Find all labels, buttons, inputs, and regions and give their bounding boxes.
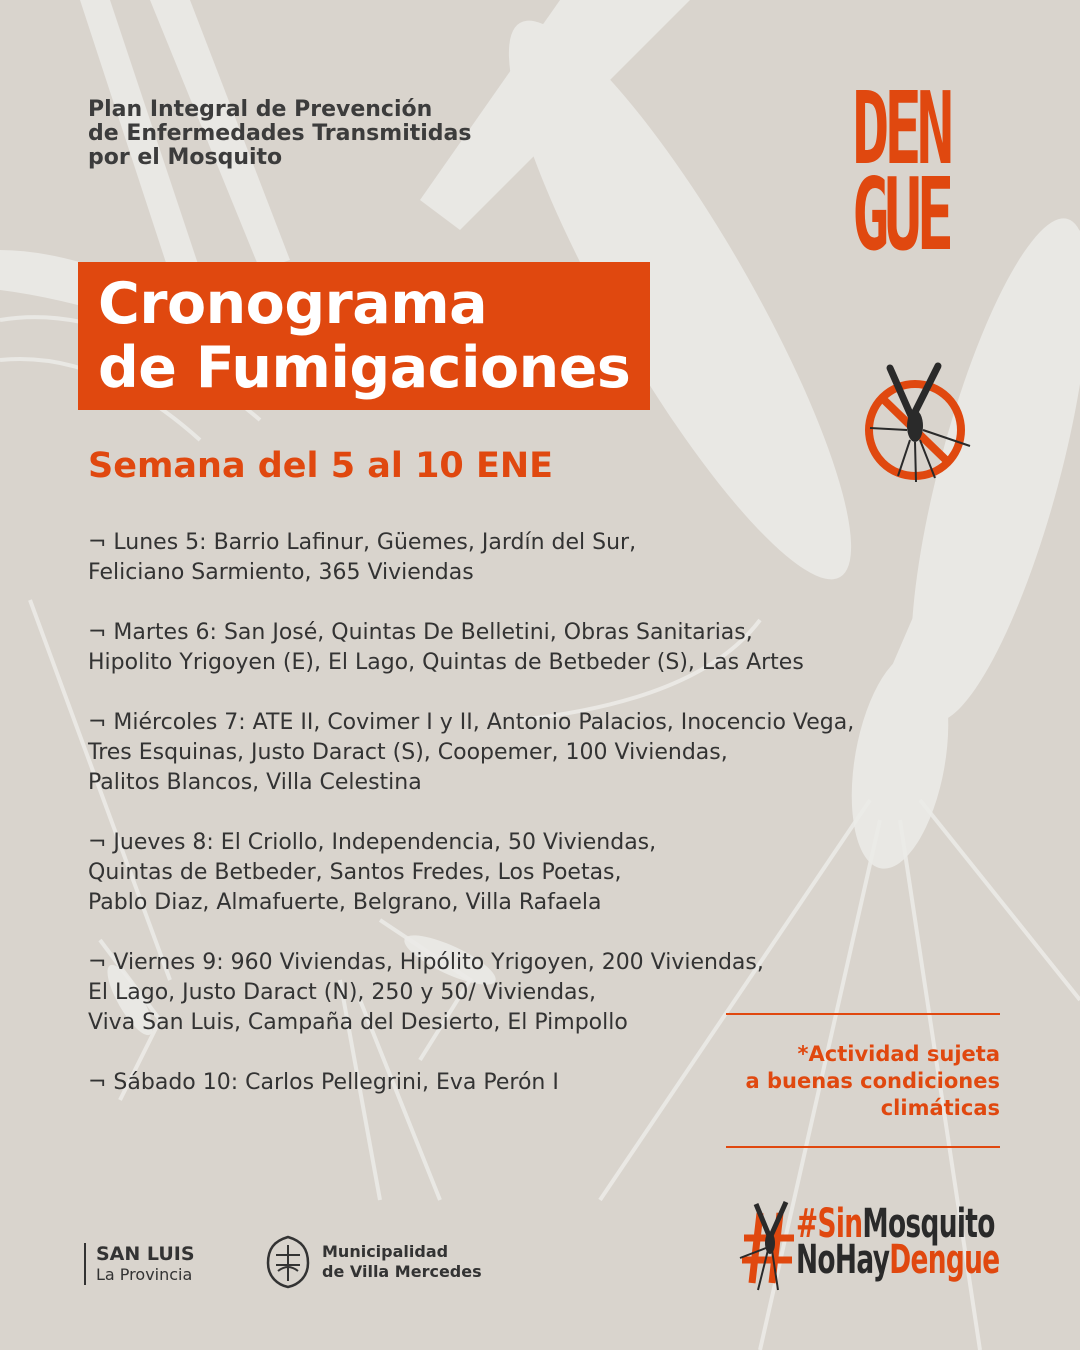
title-banner (78, 262, 650, 410)
schedule-day-wednesday (88, 708, 968, 798)
schedule-line: ¬ Viernes 9: 960 Viviendas, Hipólito Yrigoyen, 200 Viviendas, (88, 950, 764, 975)
schedule-line: Hipolito Yrigoyen (E), El Lago, Quintas de Betbeder (S), Las Artes (88, 650, 804, 675)
no-mosquito-icon (860, 358, 990, 488)
header-line: por el Mosquito (88, 145, 283, 170)
schedule-line: Palitos Blancos, Villa Celestina (88, 770, 422, 795)
note-line: climáticas (880, 1096, 1000, 1120)
schedule-line: ¬ Miércoles 7: ATE II, Covimer I y II, Antonio Palacios, Inocencio Vega, (88, 710, 855, 735)
hashtag-part: Mosquito (862, 1201, 995, 1247)
province-subtitle: La Provincia (96, 1265, 193, 1284)
dengue-logo (852, 70, 1002, 498)
schedule-line: Pablo Diaz, Almafuerte, Belgrano, Villa Rafaela (88, 890, 602, 915)
title-line-2: de Fumigaciones (98, 335, 631, 401)
municipality-line-2: de Villa Mercedes (322, 1262, 482, 1281)
header-line: Plan Integral de Prevención (88, 97, 433, 122)
hashtag-logo (738, 1198, 1018, 1293)
hashtag-part: #Sin (796, 1201, 863, 1247)
program-header (88, 98, 471, 170)
note-line: a buenas condiciones (745, 1069, 1000, 1093)
schedule-line: Viva San Luis, Campaña del Desierto, El Pimpollo (88, 1010, 628, 1035)
weather-note (726, 1013, 1000, 1148)
schedule-line: Quintas de Betbeder, Santos Fredes, Los Poetas, (88, 860, 622, 885)
note-line: *Actividad sujeta (797, 1042, 1000, 1066)
province-name: SAN LUIS (96, 1243, 195, 1265)
schedule-line: ¬ Jueves 8: El Criollo, Independencia, 50 Viviendas, (88, 830, 657, 855)
hashtag-text (796, 1201, 1000, 1283)
san-luis-logo (84, 1243, 195, 1285)
schedule-day-monday (88, 528, 968, 588)
schedule-line: ¬ Martes 6: San José, Quintas De Belletini, Obras Sanitarias, (88, 620, 753, 645)
schedule-line: ¬ Lunes 5: Barrio Lafinur, Güemes, Jardín del Sur, (88, 530, 637, 555)
schedule-day-thursday (88, 828, 968, 918)
schedule-line: El Lago, Justo Daract (N), 250 y 50/ Viviendas, (88, 980, 596, 1005)
header-line: de Enfermedades Transmitidas (88, 121, 472, 146)
municipality-logo (266, 1235, 482, 1289)
dengue-logo-line-1: DEN (852, 70, 950, 187)
schedule-line: Tres Esquinas, Justo Daract (S), Coopemer, 100 Viviendas, (88, 740, 728, 765)
dengue-logo-line-2: GUE (852, 156, 950, 273)
schedule-line: ¬ Sábado 10: Carlos Pellegrini, Eva Perón I (88, 1070, 559, 1095)
schedule-day-tuesday (88, 618, 968, 678)
hashtag-part: NoHay (796, 1237, 890, 1283)
title-line-1: Cronograma (98, 271, 488, 337)
municipality-text (322, 1242, 482, 1282)
municipal-shield-icon (266, 1235, 310, 1289)
hashtag-part: Dengue (889, 1237, 1000, 1283)
week-subtitle: Semana del 5 al 10 ENE (88, 446, 554, 486)
schedule-line: Feliciano Sarmiento, 365 Viviendas (88, 560, 474, 585)
municipality-line-1: Municipalidad (322, 1242, 449, 1261)
